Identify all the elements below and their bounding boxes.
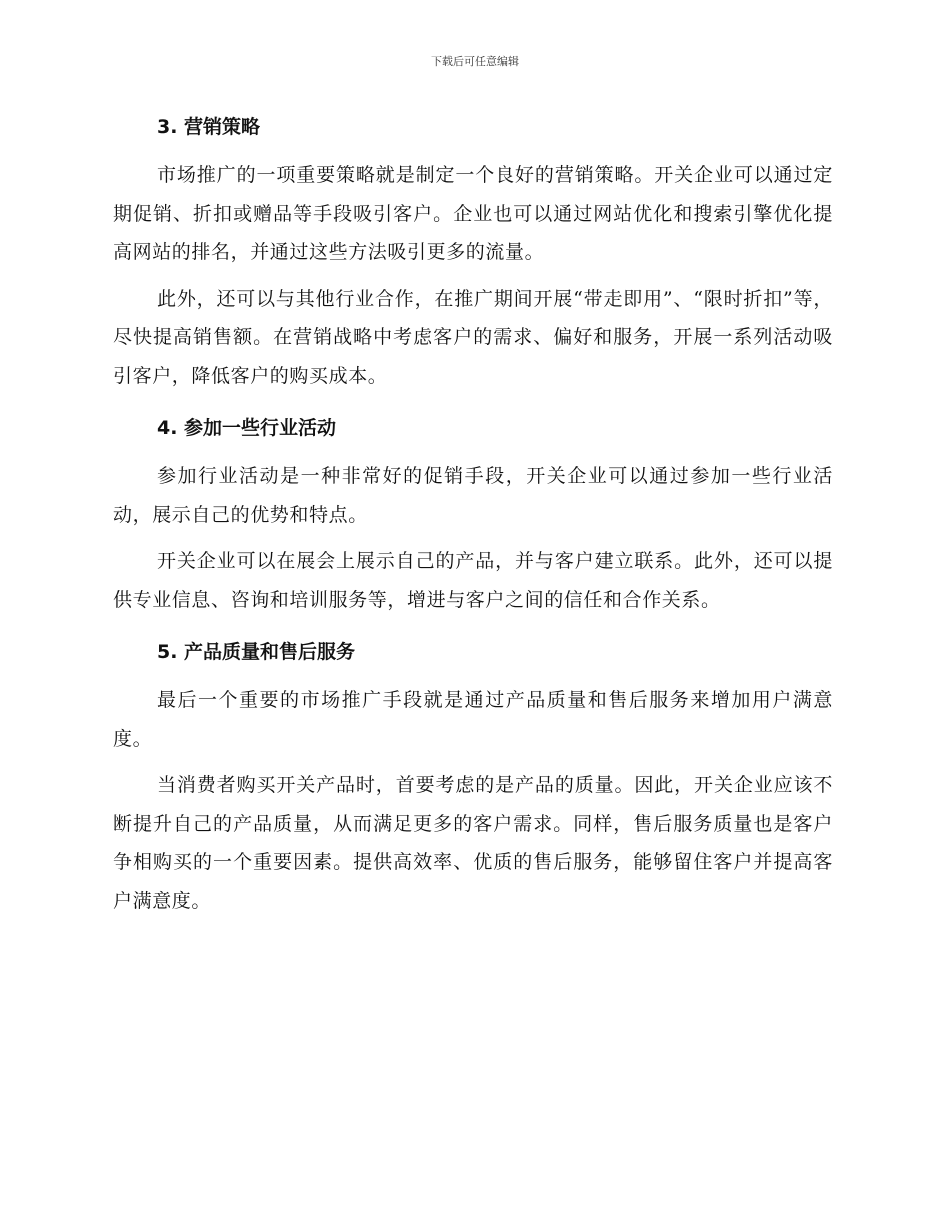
section-heading: 5. 产品质量和售后服务 xyxy=(157,641,356,663)
paragraph: 市场推广的一项重要策略就是制定一个良好的营销策略。开关企业可以通过定期促销、折扣或赠品等手段吸引客户。企业也可以通过网站优化和搜索引擎优化提高网站的排名，并通过这些方法吸引更多的流量。 xyxy=(113,164,833,263)
paragraph: 参加行业活动是一种非常好的促销手段，开关企业可以通过参加一些行业活动，展示自己的优势和特点。 xyxy=(113,465,833,526)
section-marketing-strategy xyxy=(113,112,833,395)
section-heading: 3. 营销策略 xyxy=(157,116,261,138)
paragraph: 最后一个重要的市场推广手段就是通过产品质量和售后服务来增加用户满意度。 xyxy=(113,689,833,750)
section-heading: 4. 参加一些行业活动 xyxy=(157,417,337,439)
section-quality-service xyxy=(113,637,833,920)
section-industry-events xyxy=(113,413,833,619)
paragraph: 开关企业可以在展会上展示自己的产品，并与客户建立联系。此外，还可以提供专业信息、咨询和培训服务等，增进与客户之间的信任和合作关系。 xyxy=(113,550,833,611)
paragraph: 当消费者购买开关产品时，首要考虑的是产品的质量。因此，开关企业应该不断提升自己的产品质量，从而满足更多的客户需求。同样，售后服务质量也是客户争相购买的一个重要因素。提供高效率、优质的售后服务，能够留住客户并提高客户满意度。 xyxy=(113,774,833,912)
page-header: 下载后可任意编辑 xyxy=(431,55,519,68)
document-body xyxy=(113,112,833,928)
paragraph: 此外，还可以与其他行业合作，在推广期间开展“带走即用”、“限时折扣”等，尽快提高销售额。在营销战略中考虑客户的需求、偏好和服务，开展一系列活动吸引客户，降低客户的购买成本。 xyxy=(113,287,833,387)
